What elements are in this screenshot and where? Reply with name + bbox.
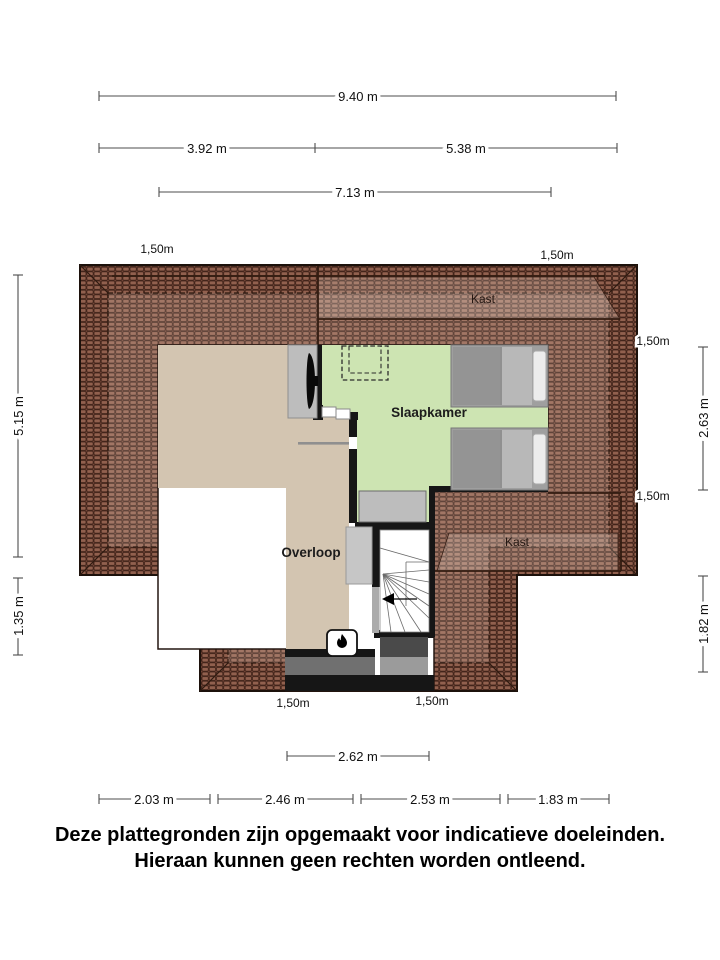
- dimension-label: 5.15 m: [11, 396, 26, 436]
- room-label-kast-top: Kast: [470, 292, 496, 306]
- height-marker-bottom-left: 1,50m: [276, 696, 310, 710]
- dimension-bottom-inner: [287, 749, 429, 764]
- dimension-label: 2.62 m: [338, 749, 378, 764]
- height-marker-right-lower: 1,50m: [636, 489, 670, 503]
- bedroom-closet: [359, 491, 426, 522]
- height-marker-right-upper: 1,50m: [636, 334, 670, 348]
- height-marker-bottom-right: 1,50m: [415, 694, 449, 708]
- disclaimer: [55, 824, 665, 872]
- landing-cupboard: [346, 527, 372, 584]
- bed-2: [451, 428, 548, 490]
- dimension-label: 1.82 m: [696, 604, 711, 644]
- room-label-slaapkamer: Slaapkamer: [391, 405, 467, 420]
- dimension-label: 5.38 m: [446, 141, 486, 156]
- disclaimer-line-1: Deze plattegronden zijn opgemaakt voor indicatieve doeleinden.: [54, 824, 666, 846]
- dimension-label: 1.35 m: [11, 596, 26, 636]
- height-marker-top-right: 1,50m: [540, 248, 574, 262]
- dimension-left-lower: [11, 578, 26, 655]
- dimension-top-split: [99, 141, 617, 156]
- dimension-right-lower: [696, 576, 711, 672]
- dormer-wall-lower: [285, 675, 434, 691]
- wall-stairs-left: [372, 522, 380, 587]
- dimension-label: 3.92 m: [187, 141, 227, 156]
- dimension-top-inner: [159, 185, 551, 200]
- door-leaf: [336, 409, 350, 419]
- dimension-label: 2.53 m: [410, 792, 450, 807]
- dimension-label: 2.03 m: [134, 792, 174, 807]
- tv-mount: [313, 376, 318, 386]
- room-label-kast-right: Kast: [504, 535, 530, 549]
- wall-stairs-right: [429, 489, 435, 637]
- dimension-right-upper: [696, 347, 711, 490]
- door-leaf: [322, 407, 336, 417]
- dormer-sill-left: [285, 657, 375, 675]
- dormer-sill-right: [380, 657, 428, 675]
- height-marker-top-left: 1,50m: [140, 242, 174, 256]
- closet-top-area: [318, 277, 620, 319]
- fireplace: [327, 630, 357, 656]
- dimension-top-total: [99, 89, 616, 104]
- dormer-sill-mid: [380, 637, 428, 657]
- dimension-label: 7.13 m: [335, 185, 375, 200]
- wall-bedroom-west-lower: [349, 449, 357, 523]
- threshold-line: [298, 442, 349, 445]
- dimension-label: 1.83 m: [538, 792, 578, 807]
- dimension-label: 2.63 m: [696, 398, 711, 438]
- room-label-overloop: Overloop: [281, 545, 341, 560]
- bed-1: [451, 345, 548, 407]
- pillow: [533, 434, 546, 484]
- dimension-label: 9.40 m: [338, 89, 378, 104]
- dimension-left-upper: [11, 275, 26, 557]
- stairs: [380, 530, 429, 632]
- dimension-label: 2.46 m: [265, 792, 305, 807]
- wall-bedroom-west-upper: [349, 420, 357, 437]
- pillow: [533, 351, 546, 401]
- dimension-bottom-row: [99, 792, 609, 807]
- disclaimer-line-2: Hieraan kunnen geen rechten worden ontleend.: [134, 850, 586, 872]
- radiator: [372, 587, 379, 633]
